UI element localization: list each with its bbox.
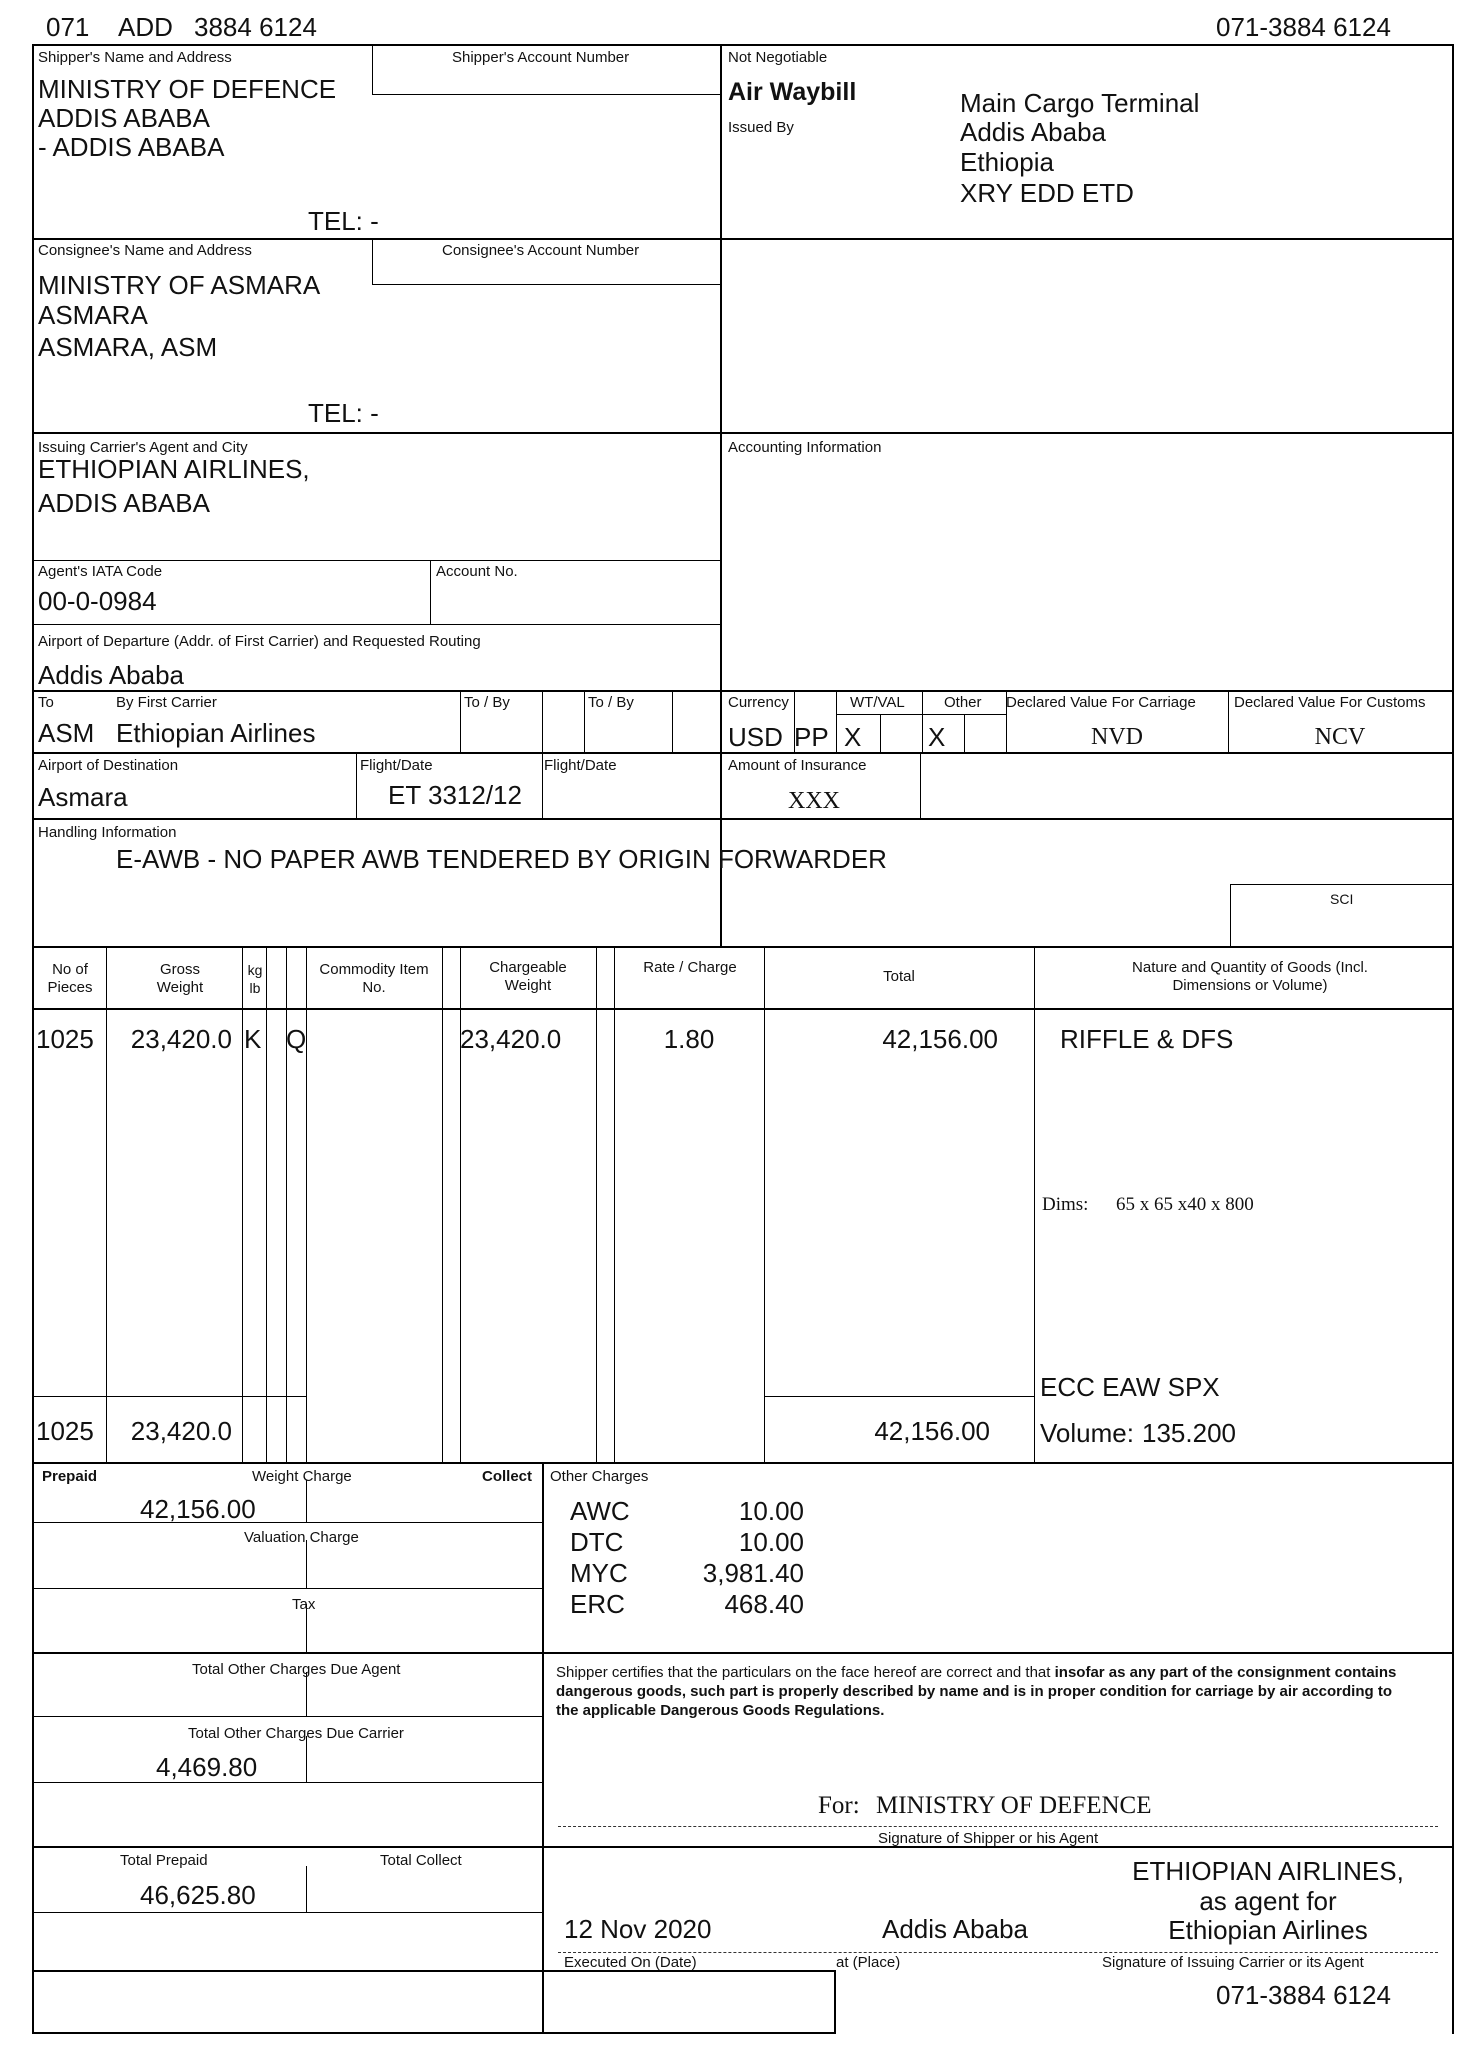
frame-right [1452, 44, 1454, 2034]
air-waybill-title: Air Waybill [728, 78, 857, 106]
frame-left [32, 44, 34, 2034]
col-commodity-header: Commodity Item No. [319, 961, 429, 996]
carrier-sign-line-1: ETHIOPIAN AIRLINES, [1132, 1856, 1404, 1886]
currency: USD [728, 722, 783, 752]
other-charge-code: ERC [570, 1589, 625, 1619]
carrier-sign-line-2: as agent for [1199, 1886, 1337, 1916]
volume-value: 135.200 [1142, 1418, 1236, 1448]
iata-code-label: Agent's IATA Code [38, 563, 163, 580]
destination-airport: Asmara [38, 782, 128, 812]
wtval-label: WT/VAL [850, 694, 905, 711]
currency-label: Currency [728, 694, 789, 711]
other-charges-label: Other Charges [550, 1468, 649, 1485]
frame-top [32, 44, 1454, 46]
charge-code: PP [794, 722, 829, 752]
total-charge: 42,156.00 [874, 1416, 990, 1446]
special-handling-codes: ECC EAW SPX [1040, 1372, 1220, 1402]
other-charge-amount: 3,981.40 [702, 1558, 804, 1588]
col-gross-header: Gross Weight [156, 961, 204, 996]
route-carrier: Ethiopian Airlines [116, 718, 316, 748]
col-chargeable-header: Chargeable Weight [489, 959, 567, 994]
not-negotiable-label: Not Negotiable [728, 49, 828, 66]
consignee-line-2: ASMARA [38, 300, 148, 330]
carrier-signature-label: Signature of Issuing Carrier or its Agent [1102, 1954, 1364, 1971]
wtval-ppd-mark: X [844, 722, 862, 752]
awb-number-top: 071-3884 6124 [1216, 12, 1391, 42]
shipper-tel: TEL: - [308, 206, 379, 236]
total-prepaid: 46,625.80 [140, 1880, 256, 1910]
other-due-carrier-label: Total Other Charges Due Carrier [188, 1725, 404, 1742]
first-carrier-label: By First Carrier [116, 694, 217, 711]
consignee-tel: TEL: - [308, 398, 379, 428]
consignee-line-1: MINISTRY OF ASMARA [38, 270, 321, 300]
row-weight-unit: K [244, 1024, 262, 1054]
executed-place-label: at (Place) [836, 1954, 901, 1971]
other-due-carrier-prepaid: 4,469.80 [156, 1752, 258, 1782]
total-gross-weight: 23,420.0 [130, 1416, 232, 1446]
awb-prefix: 071 [46, 12, 90, 42]
col-pieces-header: No of Pieces [47, 961, 93, 996]
column-divider [720, 44, 722, 946]
shipper-label: Shipper's Name and Address [38, 49, 232, 66]
handling-text: E-AWB - NO PAPER AWB TENDERED BY ORIGIN FORWARDER [116, 844, 887, 874]
sci-label: SCI [1330, 891, 1354, 907]
other-label: Other [944, 694, 982, 711]
row-rate-class: Q [286, 1024, 307, 1054]
executed-date: 12 Nov 2020 [564, 1914, 712, 1944]
flight-date-label: Flight/Date [360, 757, 433, 774]
weight-charge-label: Weight Charge [252, 1468, 352, 1485]
other-charge-amount: 10.00 [738, 1496, 804, 1526]
row-gross-weight: 23,420.0 [130, 1024, 232, 1054]
other-charge-code: MYC [570, 1558, 628, 1588]
total-collect-label: Total Collect [380, 1852, 462, 1869]
awb-number-bottom: 071-3884 6124 [1216, 1980, 1391, 2010]
consignee-line-3: ASMARA, ASM [38, 332, 218, 362]
account-no-label: Account No. [436, 563, 518, 580]
route-to: ASM [38, 718, 95, 748]
shipper-line-2: ADDIS ABABA [38, 103, 210, 133]
carrier-sign-line-3: Ethiopian Airlines [1168, 1915, 1368, 1945]
to-by-label-1: To / By [464, 694, 510, 711]
agent-line-2: ADDIS ABABA [38, 488, 210, 518]
total-prepaid-label: Total Prepaid [120, 1852, 208, 1869]
other-charge-code: DTC [570, 1527, 624, 1557]
to-by-label-2: To / By [588, 694, 634, 711]
departure-airport: Addis Ababa [38, 660, 185, 690]
tax-label: Tax [292, 1596, 316, 1613]
insurance-label: Amount of Insurance [728, 757, 867, 774]
consignee-label: Consignee's Name and Address [38, 242, 252, 259]
iata-code: 00-0-0984 [38, 586, 157, 616]
consignee-account-label: Consignee's Account Number [442, 242, 640, 259]
agent-label: Issuing Carrier's Agent and City [38, 439, 248, 456]
dv-customs-label: Declared Value For Customs [1234, 694, 1426, 711]
agent-line-1: ETHIOPIAN AIRLINES, [38, 454, 310, 484]
other-charge-code: AWC [570, 1496, 630, 1526]
flight-date-label-2: Flight/Date [544, 757, 617, 774]
row-total: 42,156.00 [882, 1024, 998, 1054]
weight-charge-prepaid: 42,156.00 [140, 1494, 256, 1524]
dims-value: 65 x 65 x40 x 800 [1116, 1194, 1254, 1215]
shipper-account-label: Shipper's Account Number [452, 49, 630, 66]
other-charge-amount: 10.00 [738, 1527, 804, 1557]
total-pieces: 1025 [36, 1416, 94, 1446]
awb-serial: 3884 6124 [194, 12, 317, 42]
shipper-signatory: MINISTRY OF DEFENCE [876, 1792, 1152, 1819]
issuer-line-4: XRY EDD ETD [960, 178, 1134, 208]
flight-date: ET 3312/12 [388, 780, 522, 810]
executed-date-label: Executed On (Date) [564, 1954, 697, 1971]
dv-carriage-label: Declared Value For Carriage [1006, 694, 1196, 711]
volume-label: Volume: [1040, 1418, 1134, 1448]
dims-label: Dims: [1042, 1194, 1089, 1215]
shipper-line-1: MINISTRY OF DEFENCE [38, 74, 337, 104]
collect-label: Collect [482, 1468, 533, 1485]
row-nature: RIFFLE & DFS [1060, 1024, 1234, 1054]
col-nature-header: Nature and Quantity of Goods (Incl. Dimensions or Volume) [1132, 959, 1368, 994]
accounting-label: Accounting Information [728, 439, 882, 456]
row-chargeable-weight: 23,420.0 [460, 1024, 562, 1054]
issuer-line-2: Addis Ababa [960, 117, 1107, 147]
row-pieces: 1025 [36, 1024, 94, 1054]
issued-by-label: Issued By [728, 119, 794, 136]
executed-place: Addis Ababa [882, 1914, 1029, 1944]
col-total-header: Total [883, 968, 915, 985]
row-rate: 1.80 [663, 1024, 715, 1054]
shipper-for-label: For: [818, 1792, 860, 1819]
other-ppd-mark: X [928, 722, 946, 752]
shipper-line-3: - ADDIS ABABA [38, 132, 225, 162]
other-due-agent-label: Total Other Charges Due Agent [192, 1661, 401, 1678]
shipper-signature-label: Signature of Shipper or his Agent [878, 1830, 1099, 1847]
handling-label: Handling Information [38, 824, 177, 841]
awb-origin-code: ADD [118, 12, 173, 42]
departure-label: Airport of Departure (Addr. of First Carrier) and Requested Routing [38, 633, 481, 650]
col-unit-header: kg lb [247, 962, 263, 996]
shipper-certification: Shipper certifies that the particulars on the face hereof are correct and that insofar as any part of the consignment contains dangerous goods, such part is properly described by name and is in proper condition for carriage by air according to the applicable Dangerous Goods Regulations. [556, 1664, 1397, 1719]
issuer-line-3: Ethiopia [960, 147, 1054, 177]
dv-customs: NCV [1314, 724, 1366, 750]
valuation-charge-label: Valuation Charge [244, 1529, 359, 1546]
destination-label: Airport of Destination [38, 757, 179, 774]
dv-carriage: NVD [1091, 724, 1143, 750]
insurance-amount: XXX [788, 788, 840, 814]
issuer-line-1: Main Cargo Terminal [960, 88, 1200, 118]
prepaid-label: Prepaid [42, 1468, 98, 1485]
other-charge-amount: 468.40 [724, 1589, 804, 1619]
col-rate-header: Rate / Charge [643, 959, 737, 976]
to-label: To [38, 694, 54, 711]
